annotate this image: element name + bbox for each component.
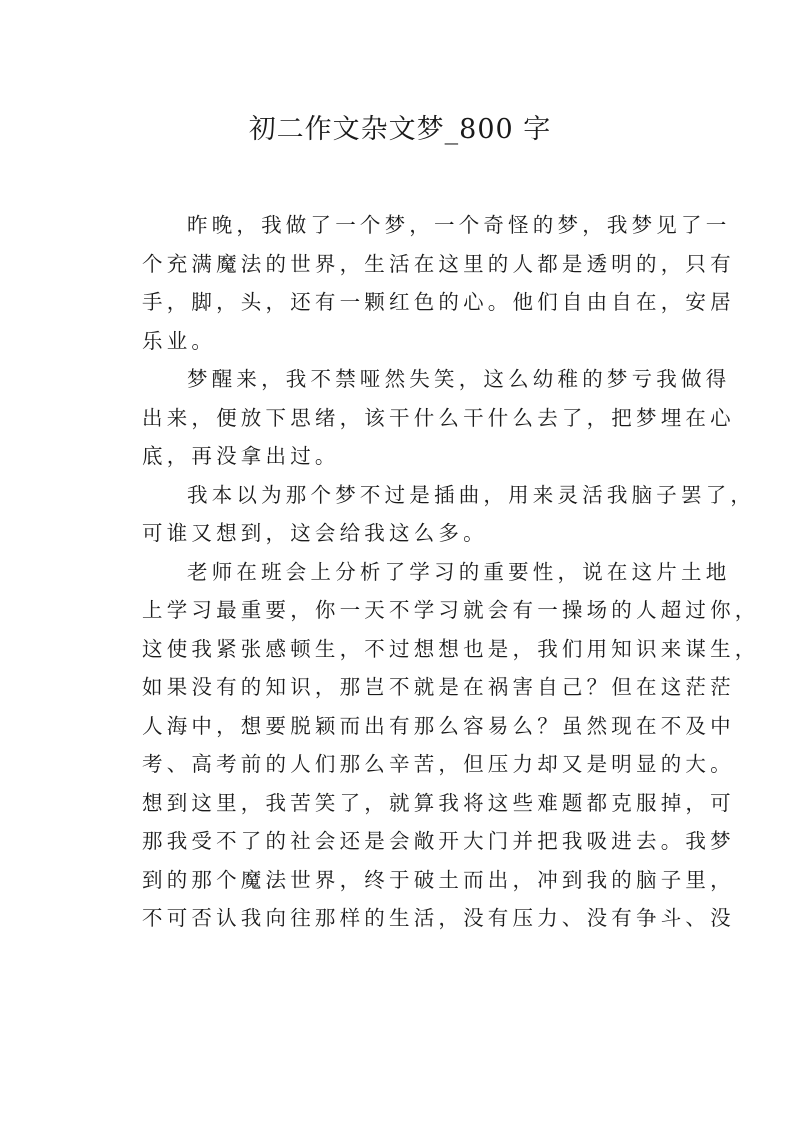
text-line: 考、高考前的人们那么辛苦，但压力却又是明显的大。 [142,752,735,776]
text-line: 昨晚，我做了一个梦，一个奇怪的梦，我梦见了一 [187,213,731,237]
text-line: 那我受不了的社会还是会敞开大门并把我吸进去。我梦 [142,829,735,853]
text-line: 可谁又想到，这会给我这么多。 [142,521,488,545]
text-line: 老师在班会上分析了学习的重要性，说在这片土地 [187,559,731,584]
text-line: 上学习最重要，你一天不学习就会有一操场的人超过你， [142,598,760,622]
text-line: 出来，便放下思绪，该干什么干什么去了，把梦埋在心 [142,405,735,430]
text-line: 这使我紧张感顿生，不过想想也是，我们用知识来谋生， [142,636,760,661]
text-line: 梦醒来，我不禁哑然失笑，这么幼稚的梦亏我做得 [187,367,731,391]
document-body [142,206,760,938]
text-line: 我本以为那个梦不过是插曲，用来灵活我脑子罢了， [187,482,756,507]
document-title: 初二作文杂文梦_800 字 [248,114,552,145]
text-line: 想到这里，我苦笑了，就算我将这些难题都克服掉，可 [142,790,735,815]
text-line: 人海中，想要脱颖而出有那么容易么？虽然现在不及中 [142,713,735,738]
text-line: 如果没有的知识，那岂不就是在祸害自己？但在这茫茫 [142,675,735,699]
text-line: 底，再没拿出过。 [142,444,340,468]
text-line: 个充满魔法的世界，生活在这里的人都是透明的，只有 [142,251,735,276]
text-line: 乐业。 [142,328,217,353]
text-line: 到的那个魔法世界，终于破土而出，冲到我的脑子里， [142,867,735,892]
text-line: 不可否认我向往那样的生活，没有压力、没有争斗、没 [142,906,735,930]
text-line: 手，脚，头，还有一颗红色的心。他们自由自在，安居 [142,290,735,314]
